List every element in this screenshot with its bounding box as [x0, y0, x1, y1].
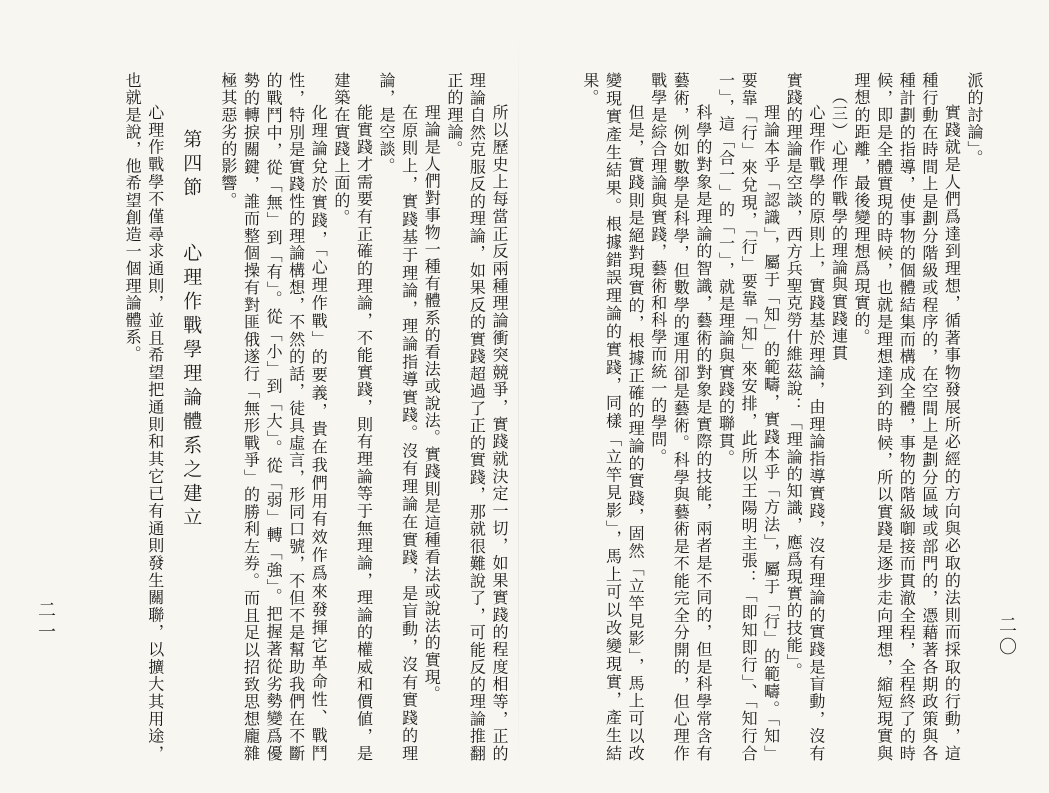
paragraph: 理論是人們對事物一種有體系的看法或說法。實踐則是這種看法或說法的實現。: [422, 104, 442, 703]
paragraph: 派的討論」。: [965, 72, 984, 167]
paragraph: 在原則上，實踐基于理論，理論指導實踐。沒有理論在實踐，是盲動，沒有實踐的理論，是空談。: [377, 72, 419, 762]
paragraph: 心理作戰學不僅尋求通則，並且希望把通則和其它已有通則發生關聯，以擴大其用途，也就是說，他希望創造一個理論體系。: [123, 72, 165, 762]
section-heading: （三）心理作戰學的理論與實踐連貫: [829, 88, 849, 362]
right-page-text: [530, 72, 985, 762]
paragraph: 理論本乎「認識」，屬于「知」的範疇，實踐本乎「方法」，屬于「行」的範疇。「知」要靠「行」來兌現，「行」要靠「知」來安排，此所以王陽明主張：「即知即行」、「知行合一」，這「合一」的「一」，就是理論與實踐的聯貫。: [716, 72, 781, 762]
paragraph: 但是，實踐則是絕對現實的，根據正確的理論的實踐，固然「立竿見影」，馬上可以改變現實產生結果。根據錯誤理論的實踐，同樣「立竿見影」，馬上可以改變現實，產生結果。: [580, 72, 646, 762]
chapter-heading: [166, 72, 217, 762]
paragraph: 實踐就是人們爲達到理想，循著事物發展所必經的方向與必取的法則而採取的行動，這種行動在時間上是劃分階級或程序的，在空間上是劃分區域或部門的，憑藉著各期政策與各種計劃的指導，使事物的個體結集而構成全體，事物的階級啣接而貫澈全程，全程終了的時候，即是全體實現的時候，也就是理想達到的時候，所以實踐是逐步走向理想，縮短現實與理想的距離，最後變理想爲現實的。: [852, 72, 962, 762]
paragraph: 心理作戰學的原則上，實踐基於理論，由理論指導實踐，沒有理論的實踐是盲動，沒有實踐的理論是空談，西方兵聖克勞什維茲說：「理論的知識，應爲現實的技能」。: [784, 72, 826, 762]
paragraph: 科學的對象是理論的智識，藝術的對象是實際的技能，兩者是不同的，但是科學常含有藝術，例如數學是科學，但數學的運用卻是藝術。科學與藝術是不能完全分開的，但心理作戰學是綜合理論與實踐，藝術和科學而統一的學問。: [648, 72, 713, 762]
page-number-left: 二一: [35, 600, 56, 644]
right-page: [530, 72, 985, 762]
paragraph: 能實踐才需要有正確的理論，不能實踐，則有理論等于無理論，理論的權威和價値，是建築在實踐上面的。: [331, 72, 374, 762]
paragraph: 化理論兌於實踐，「心理作戰」的要義，貴在我們用有效作爲來發揮它革命性、戰鬥性，特別是實踐性的理論構想，不然的話，徒具虛言，形同口號，不但不是幫助我們在不斷的戰鬥中，從「無」到「有」。從「小」到「大」。從「弱」轉「強」。把握著從劣勢變爲優勢的轉捩關鍵，誰而整個操有對匪俄遂行「無形戰爭」的勝利左券。而且足以招致思想龐雜極其惡劣的影響。: [218, 72, 329, 762]
chapter-section-number: 第四節: [180, 129, 203, 201]
left-page-text: [55, 72, 510, 762]
page-number-right: 二〇: [996, 615, 1017, 659]
book-gutter: [518, 30, 519, 770]
left-page: [55, 72, 510, 762]
paragraph: 所以歷史上每當正反兩種理論衝突競爭，實踐就決定一切，如果實踐的程度相等，正的理論自然克服反的理論，如果反的實踐超過了正的實踐，那就很難說了，可能反的理論推翻正的理論。: [444, 72, 509, 762]
chapter-title: 心理作戰學理論體系之建立: [180, 242, 203, 531]
